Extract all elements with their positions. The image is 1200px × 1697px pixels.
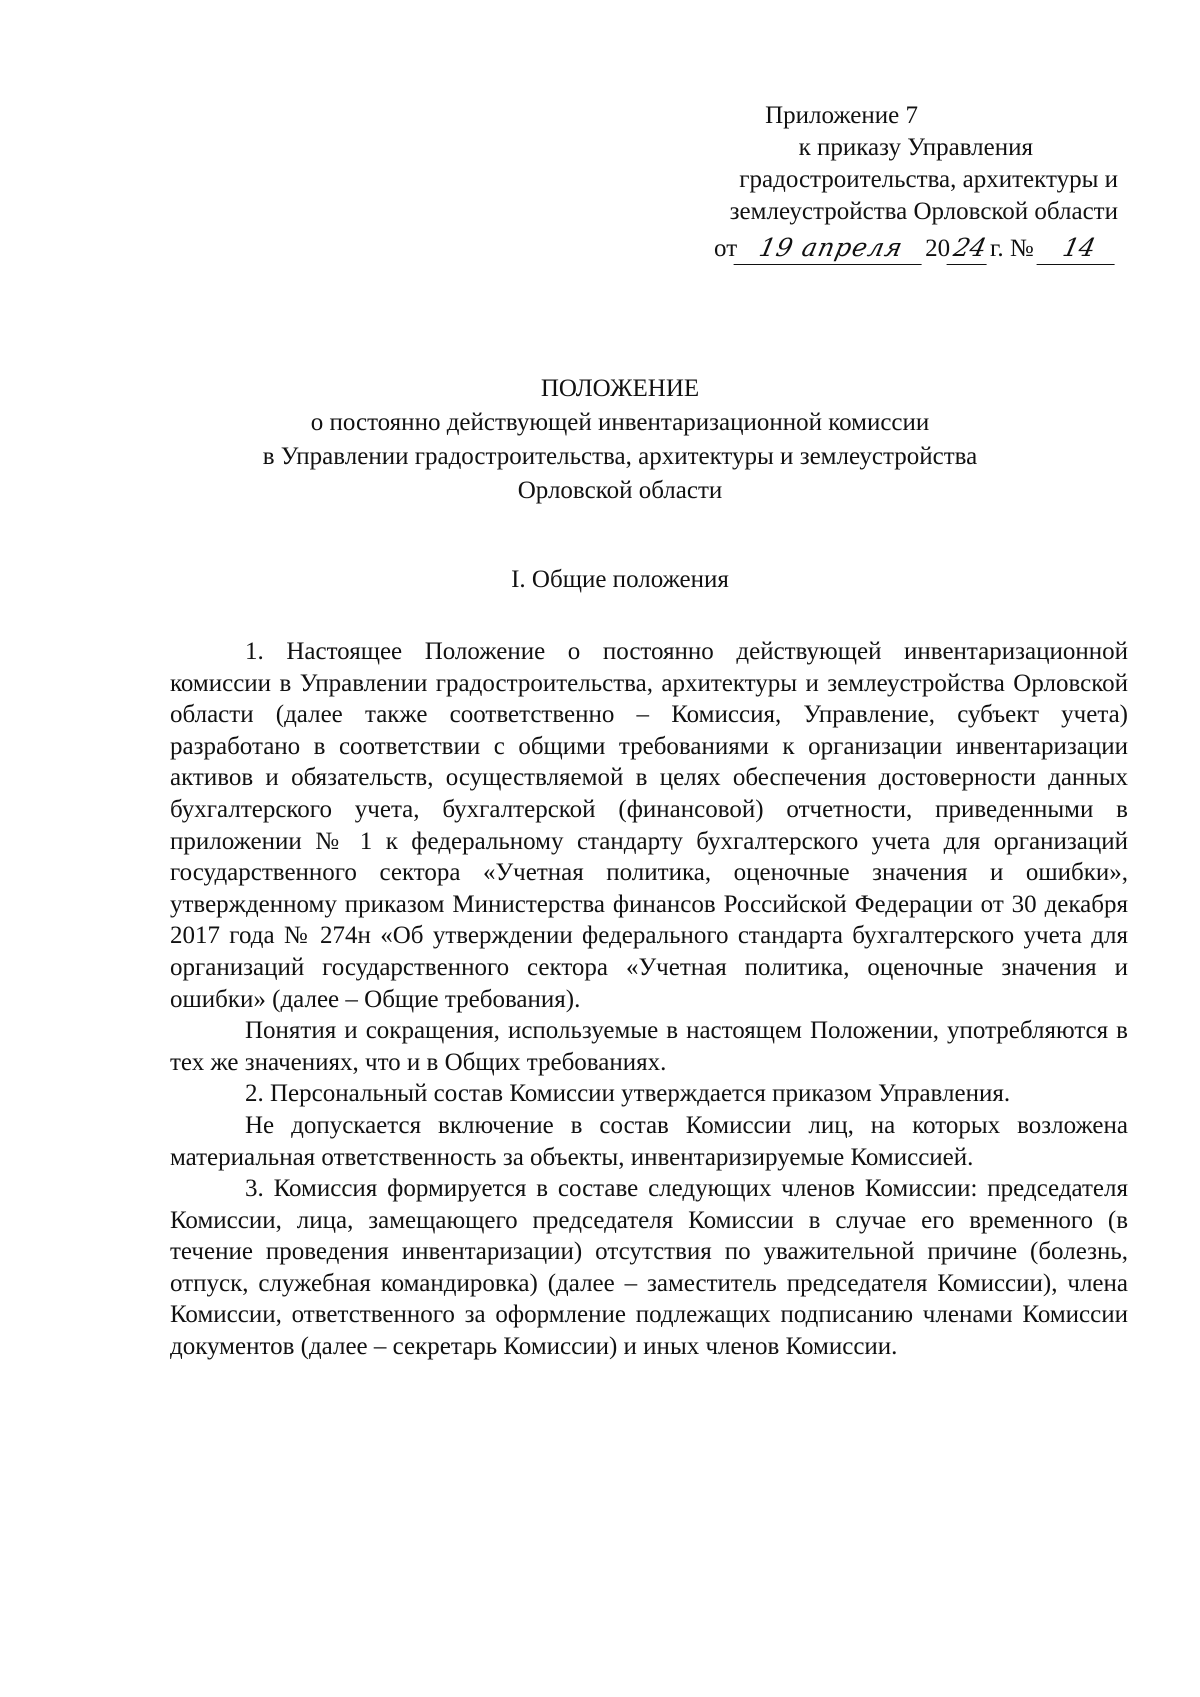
title-line-4: Орловской области [517,477,723,504]
document-title [170,372,1070,508]
paragraph-1: 1. Настоящее Положение о постоянно действующей инвентаризационной комиссии в Управлении градостроительства, архитектуры и землеустройства Орловской области (далее также соответственно – Комиссия, Управление, субъект учета) разработано в соответствии с общими требованиями к организации инвентаризации активов и обязательств, осуществляемой в целях обеспечения достоверности данных бухгалтерского учета, бухгалтерской (финансовой) отчетности, приведенными в приложении № 1 к федеральному стандарту бухгалтерского учета для организаций государственного сектора «Учетная политика, оценочные значения и ошибки», утвержденному приказом Министерства финансов Российской Федерации от 30 декабря 2017 года № 274н «Об утверждении федерального стандарта бухгалтерского учета для организаций государственного сектора «Учетная политика, оценочные значения и ошибки» (далее – Общие требования). [170,638,1128,1013]
handwritten-order-number: 14 [1036,232,1121,265]
appendix-line-2: к приказу Управления [798,134,1033,161]
appendix-line-4: землеустройства Орловской области [729,198,1118,225]
title-line-2: о постоянно действующей инвентаризационной комиссии [310,409,930,436]
handwritten-date: 19 апреля [734,232,929,265]
year-prefix: 20 [925,235,951,262]
appendix-line-3: градостроительства, архитектуры и [739,166,1118,193]
date-prefix: от [714,235,738,262]
paragraph-5: 3. Комиссия формируется в составе следующих членов Комиссии: председателя Комиссии, лица, замещающего председателя Комиссии в случае его временного (в течение проведения инвентаризации) отсутствия по уважительной причине (болезнь, отпуск, служебная командировка) (далее – заместитель председателя Комиссии), члена Комиссии, ответственного за оформление подлежащих подписанию членами Комиссии документов (далее – секретарь Комиссии) и иных членов Комиссии. [170,1175,1128,1361]
title-line-3: в Управлении градостроительства, архитектуры и землеустройства [262,443,978,470]
paragraph-3: 2. Персональный состав Комиссии утверждается приказом Управления. [245,1080,1011,1108]
order-date-line [714,232,1118,265]
paragraph-2: Понятия и сокращения, используемые в настоящем Положении, употребляются в тех же значениях, что и в Общих требованиях. [170,1017,1128,1076]
appendix-header [618,100,1118,228]
appendix-line-1: Приложение 7 [765,102,918,129]
body-text [170,636,1128,1363]
year-suffix: г. № [989,235,1034,262]
title-line-1: ПОЛОЖЕНИЕ [540,375,700,402]
handwritten-year: 24 [947,232,994,265]
section-title: I. Общие положения [511,566,729,593]
paragraph-4: Не допускается включение в состав Комиссии лиц, на которых возложена материальная ответственность за объекты, инвентаризируемые Комиссией. [170,1111,1128,1171]
